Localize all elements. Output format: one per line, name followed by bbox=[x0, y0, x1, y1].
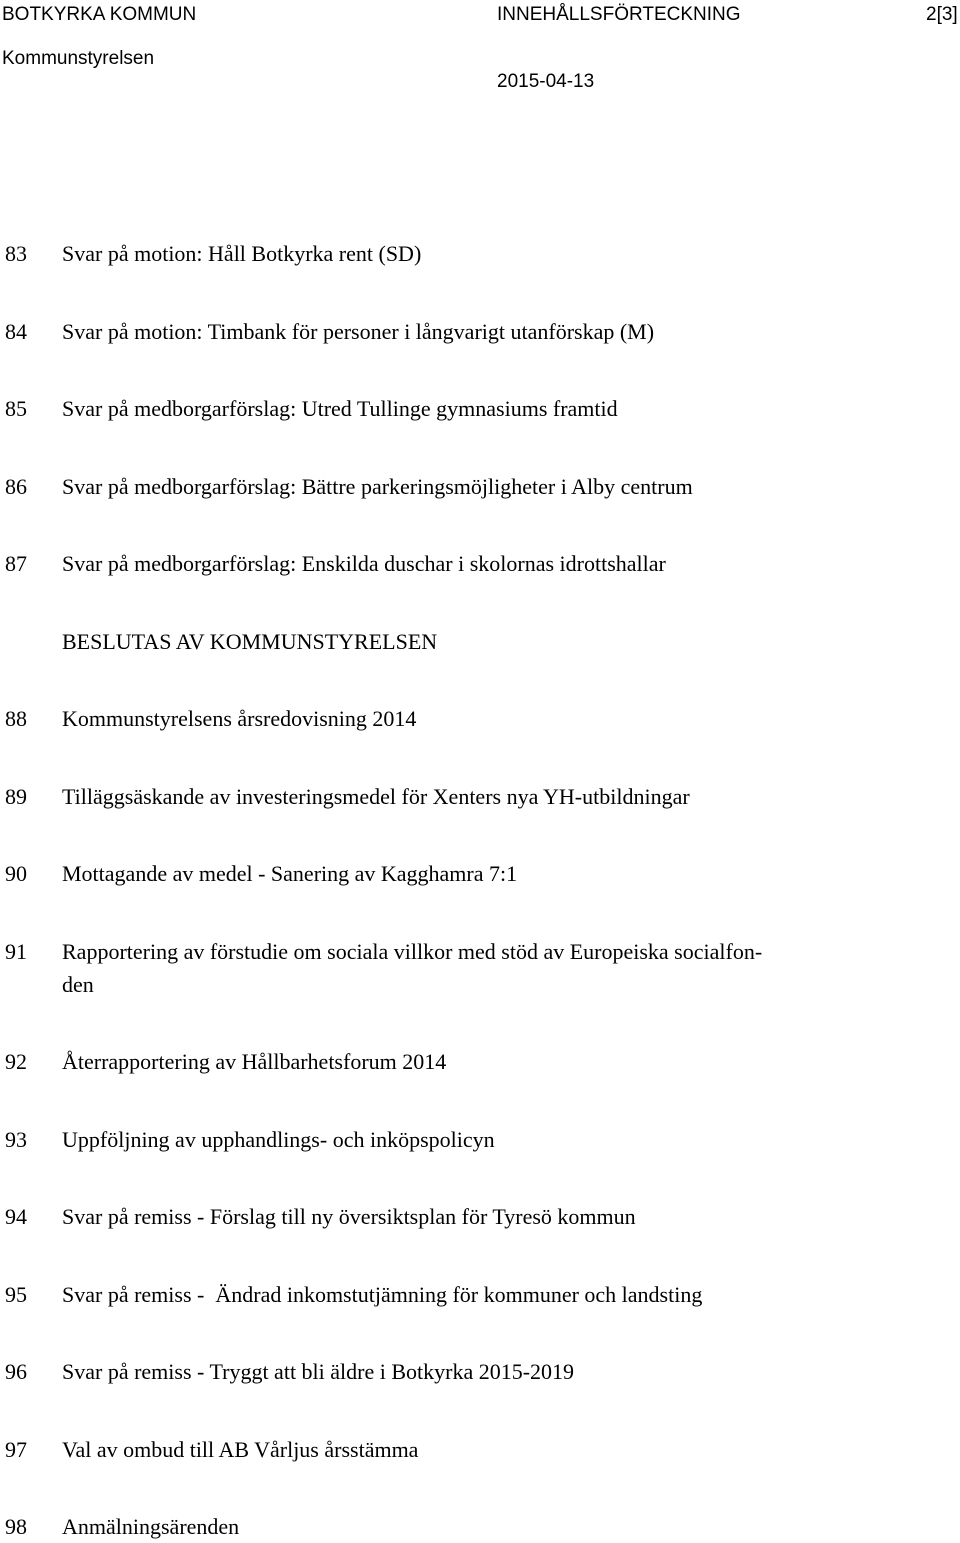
item-title: Tilläggsäskande av investeringsmedel för Xenters nya YH-utbildningar bbox=[62, 784, 690, 809]
item-title: Svar på motion: Timbank för personer i långvarigt utanförskap (M) bbox=[62, 319, 655, 344]
item-title: Kommunstyrelsens årsredovisning 2014 bbox=[62, 706, 417, 731]
section-heading: BESLUTAS AV KOMMUNSTYRELSEN bbox=[62, 629, 438, 654]
item-number: 89 bbox=[5, 784, 27, 809]
item-number: 93 bbox=[5, 1127, 27, 1152]
item-title: Återrapportering av Hållbarhetsforum 2014 bbox=[62, 1049, 447, 1074]
item-title: Svar på medborgarförslag: Enskilda duschar i skolornas idrottshallar bbox=[62, 551, 666, 576]
item-title: Svar på medborgarförslag: Bättre parkeringsmöjligheter i Alby centrum bbox=[62, 474, 693, 499]
item-title: Svar på remiss - Tryggt att bli äldre i Botkyrka 2015-2019 bbox=[62, 1359, 575, 1384]
item-title: Rapportering av förstudie om sociala villkor med stöd av Europeiska socialfon- bbox=[62, 939, 763, 964]
item-title: Val av ombud till AB Vårljus årsstämma bbox=[62, 1437, 419, 1462]
item-title: Svar på remiss - Förslag till ny översiktsplan för Tyresö kommun bbox=[62, 1204, 636, 1229]
item-number: 92 bbox=[5, 1049, 27, 1074]
item-title-continuation: den bbox=[62, 972, 94, 997]
document-type: INNEHÅLLSFÖRTECKNING bbox=[497, 4, 741, 25]
item-number: 90 bbox=[5, 861, 27, 886]
document-date: 2015-04-13 bbox=[497, 71, 595, 92]
item-number: 83 bbox=[5, 241, 27, 266]
item-number: 91 bbox=[5, 939, 27, 964]
item-number: 94 bbox=[5, 1204, 27, 1229]
item-title: Mottagande av medel - Sanering av Kagghamra 7:1 bbox=[62, 861, 518, 886]
item-title: Uppföljning av upphandlings- och inköpspolicyn bbox=[62, 1127, 495, 1152]
item-number: 86 bbox=[5, 474, 27, 499]
item-number: 84 bbox=[5, 319, 27, 344]
org-name: BOTKYRKA KOMMUN bbox=[2, 4, 197, 25]
item-number: 87 bbox=[5, 551, 27, 576]
item-number: 96 bbox=[5, 1359, 27, 1384]
item-number: 97 bbox=[5, 1437, 27, 1462]
department-name: Kommunstyrelsen bbox=[2, 48, 155, 69]
page-number: 2[3] bbox=[926, 4, 958, 25]
item-title: Svar på motion: Håll Botkyrka rent (SD) bbox=[62, 241, 422, 266]
item-title: Svar på medborgarförslag: Utred Tullinge gymnasiums framtid bbox=[62, 396, 618, 421]
item-title: Svar på remiss - Ändrad inkomstutjämning för kommuner och landsting bbox=[62, 1282, 703, 1307]
item-number: 85 bbox=[5, 396, 27, 421]
item-number: 98 bbox=[5, 1514, 27, 1539]
item-number: 88 bbox=[5, 706, 27, 731]
item-title: Anmälningsärenden bbox=[62, 1514, 240, 1539]
item-number: 95 bbox=[5, 1282, 27, 1307]
